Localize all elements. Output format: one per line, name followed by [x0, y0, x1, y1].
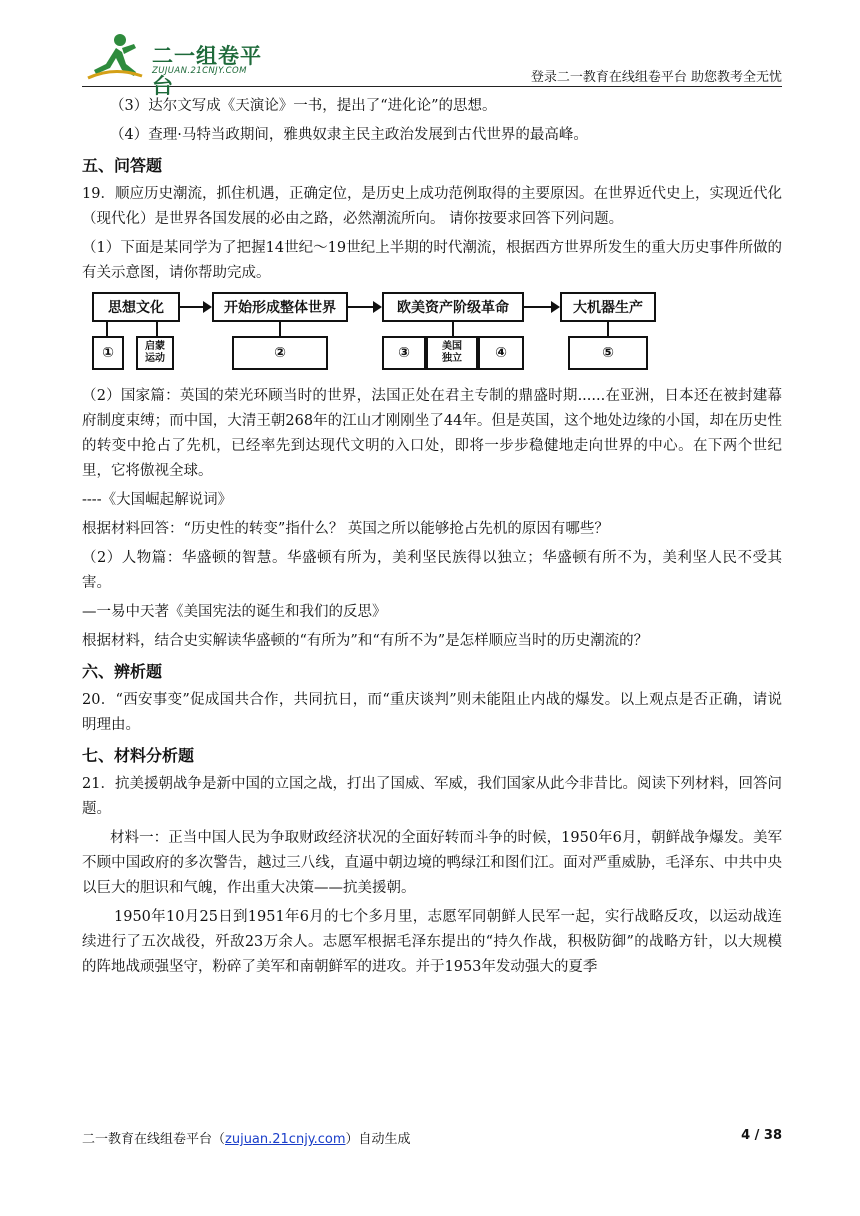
- box-us-independence: [426, 336, 478, 370]
- page-number: 4 / 38: [741, 1128, 782, 1143]
- enlightenment-line-2: 运动: [145, 353, 165, 364]
- question-19-ask-1: 根据材料回答：“历史性的转变”指什么？ 英国之所以能够抢占先机的原因有哪些？: [82, 521, 609, 537]
- section-6-title: 六、辨析题: [82, 662, 163, 681]
- arrow-2: [348, 306, 374, 308]
- connector-4: [607, 322, 609, 336]
- page-header: [82, 30, 782, 98]
- footer-link[interactable]: zujuan.21cnjy.com: [225, 1132, 346, 1147]
- arrow-3: [524, 306, 552, 308]
- connector-1b: [156, 322, 158, 336]
- question-21: 21．抗美援朝战争是新中国的立国之战，打出了国威、军威，我们国家从此今非昔比。阅读下列材料，回答问题。: [82, 776, 782, 817]
- box-thought-culture: 思想文化: [92, 292, 180, 322]
- site-logo[interactable]: [82, 30, 282, 98]
- section-7-title: 七、材料分析题: [82, 746, 195, 765]
- connector-1a: [106, 322, 108, 336]
- item-4: （4）查理·马特当政期间，雅典奴隶主民主政治发展到古代世界的最高峰。: [110, 127, 588, 143]
- footer-suffix: ）自动生成: [345, 1132, 411, 1147]
- material-1-continued: 1950年10月25日到1951年6月的七个多月里，志愿军同朝鲜人民军一起，实行战略反攻，以运动战连续进行了五次战役，歼敌23万余人。志愿军根据毛泽东提出的“持久作战，积极防御”的战略方针，以大规模的阵地战顽强坚守，粉碎了美军和南朝鲜军的进攻。并于1953年发动强大的夏季: [82, 909, 782, 975]
- question-19-part-3: （2）人物篇：华盛顿的智慧。华盛顿有所为，美利坚民族得以独立；华盛顿有所不为，美利坚人民不受其害。: [82, 550, 782, 591]
- question-20: 20．“西安事变”促成国共合作，共同抗日，而“重庆谈判”则未能阻止内战的爆发。以上观点是否正确，请说明理由。: [82, 692, 782, 733]
- source-2: —一易中天著《美国宪法的诞生和我们的反思》: [82, 604, 387, 620]
- blank-4: ④: [478, 336, 524, 370]
- us-independence-line-2: 独立: [442, 353, 462, 364]
- page-content: [82, 90, 782, 984]
- blank-2: ②: [232, 336, 328, 370]
- question-19-part-1: （1）下面是某同学为了把握14世纪～19世纪上半期的时代潮流，根据西方世界所发生的重大历史事件所做的有关示意图，请你帮助完成。: [82, 240, 782, 281]
- box-world-formation: 开始形成整体世界: [212, 292, 348, 322]
- enlightenment-line-1: 启蒙: [145, 341, 165, 352]
- connector-3: [452, 322, 454, 336]
- question-19-ask-2: 根据材料，结合史实解读华盛顿的“有所为”和“有所不为”是怎样顺应当时的历史潮流的？: [82, 633, 649, 649]
- history-flow-diagram: [86, 290, 686, 380]
- question-19-part-2: （2）国家篇：英国的荣光环顾当时的世界，法国正处在君主专制的鼎盛时期......在亚洲，日本还在被封建幕府制度束缚；而中国，大清王朝268年的江山才刚刚坐了44年。但是英国，这个地处边缘的小国，却在历史性的转变中抢占了先机，已经率先到达现代文明的入口处，即将一步步稳健地走向世界的中心。在下两个世纪里，它将傲视全球。: [82, 388, 782, 479]
- logo-text: 二一组卷平台: [152, 44, 262, 98]
- blank-5: ⑤: [568, 336, 648, 370]
- runner-logo-icon: [82, 30, 146, 84]
- footer-prefix: 二一教育在线组卷平台（: [82, 1132, 226, 1147]
- box-enlightenment: [136, 336, 174, 370]
- us-independence-line-1: 美国: [442, 341, 462, 352]
- box-machine-production: 大机器生产: [560, 292, 656, 322]
- item-3: （3）达尔文写成《天演论》一书，提出了“进化论”的思想。: [110, 98, 497, 114]
- blank-1: ①: [92, 336, 124, 370]
- logo-url: ZUJUAN.21CNJY.COM: [152, 66, 247, 76]
- arrow-1: [180, 306, 204, 308]
- blank-3: ③: [382, 336, 426, 370]
- source-1: ----《大国崛起解说词》: [82, 492, 233, 508]
- section-5-title: 五、问答题: [82, 156, 163, 175]
- box-bourgeois-revolution: 欧美资产阶级革命: [382, 292, 524, 322]
- connector-2: [279, 322, 281, 336]
- material-1: 材料一：正当中国人民为争取财政经济状况的全面好转而斗争的时候，1950年6月，朝鲜战争爆发。美军不顾中国政府的多次警告，越过三八线，直逼中朝边境的鸭绿江和图们江。面对严重威胁，毛泽东、中共中央以巨大的胆识和气魄，作出重大决策——抗美援朝。: [82, 830, 782, 896]
- question-19: 19．顺应历史潮流，抓住机遇，正确定位，是历史上成功范例取得的主要原因。在世界近代史上，实现近代化（现代化）是世界各国发展的必由之路，必然潮流所向。 请你按要求回答下列问题。: [82, 186, 782, 227]
- header-tagline: 登录二一教育在线组卷平台 助您教考全无忧: [530, 70, 782, 85]
- page-footer: [82, 1128, 782, 1148]
